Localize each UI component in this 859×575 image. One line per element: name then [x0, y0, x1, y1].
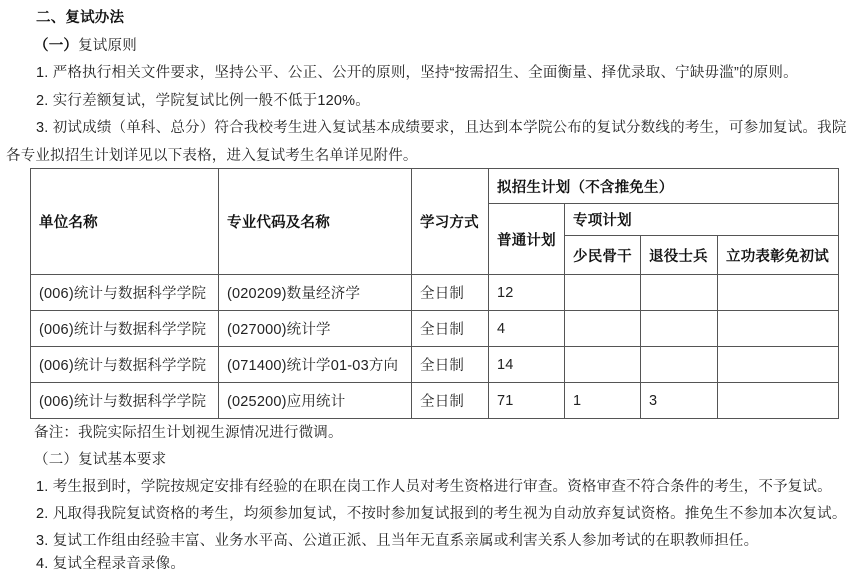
- cell-regular-plan: 12: [489, 275, 565, 311]
- enrollment-plan-table: [30, 168, 839, 419]
- subsection-number: （一）: [34, 37, 79, 54]
- cell-unit: (006)统计与数据科学学院: [31, 311, 219, 347]
- section-title: 二、复试办法: [36, 10, 125, 26]
- requirements-section: [0, 420, 859, 574]
- cell-major: (027000)统计学: [219, 311, 412, 347]
- cell-major: (071400)统计学01-03方向: [219, 347, 412, 383]
- table-row: [31, 275, 839, 311]
- header-special-plan-group: 专项计划: [565, 204, 839, 236]
- subsection-heading-principles: [0, 33, 859, 61]
- cell-unit: (006)统计与数据科学学院: [31, 275, 219, 311]
- cell-merit-exempt: [718, 275, 839, 311]
- requirement-item-3: 3. 复试工作组由经验丰富、业务水平高、公道正派、且当年无直系亲属或利害关系人参加考试的在职教师担任。: [36, 533, 759, 549]
- table-header-row: [31, 169, 839, 204]
- subsection-label: 复试原则: [78, 37, 137, 54]
- table-remark: 备注：我院实际招生计划视生源情况进行微调。: [34, 425, 343, 441]
- header-merit-exempt: 立功表彰免初试: [718, 236, 839, 275]
- cell-major: (020209)数量经济学: [219, 275, 412, 311]
- requirement-item-2: 2. 凡取得我院复试资格的考生，均须参加复试，不按时参加复试报到的考生视为自动放弃复试资格。推免生不参加本次复试。: [36, 506, 847, 522]
- cell-ethnic-minority: [565, 275, 641, 311]
- table-row: [31, 311, 839, 347]
- principle-item-3: 3. 初试成绩（单科、总分）符合我校考生进入复试基本成绩要求，且达到本学院公布的复试分数线的考生，可参加复试。我院: [36, 120, 847, 136]
- subsection-heading-requirements: [0, 447, 859, 474]
- header-veterans: 退役士兵: [641, 236, 718, 275]
- header-regular-plan: 普通计划: [489, 204, 565, 275]
- header-plan-group: 拟招生计划（不含推免生）: [489, 169, 839, 204]
- cell-merit-exempt: [718, 347, 839, 383]
- cell-unit: (006)统计与数据科学学院: [31, 383, 219, 419]
- cell-study-mode: 全日制: [412, 275, 489, 311]
- principle-item-1: 1. 严格执行相关文件要求，坚持公平、公正、公开的原则，坚持“按需招生、全面衡量、择优录取、宁缺毋滥”的原则。: [36, 65, 798, 81]
- header-unit: 单位名称: [31, 169, 219, 275]
- table-row: [31, 383, 839, 419]
- subsection-number: （二）: [34, 452, 79, 468]
- principles-section: [0, 5, 859, 170]
- cell-veterans: 3: [641, 383, 718, 419]
- requirement-item-4: 4. 复试全程录音录像。: [36, 556, 186, 572]
- cell-veterans: [641, 311, 718, 347]
- cell-study-mode: 全日制: [412, 383, 489, 419]
- cell-veterans: [641, 275, 718, 311]
- header-ethnic-minority: 少民骨干: [565, 236, 641, 275]
- requirement-item-1: 1. 考生报到时，学院按规定安排有经验的在职在岗工作人员对考生资格进行审查。资格审查不符合条件的考生，不予复试。: [36, 479, 832, 495]
- cell-major: (025200)应用统计: [219, 383, 412, 419]
- header-study-mode: 学习方式: [412, 169, 489, 275]
- cell-ethnic-minority: [565, 311, 641, 347]
- table-row: [31, 347, 839, 383]
- principle-item-2: 2. 实行差额复试，学院复试比例一般不低于120%。: [36, 92, 370, 109]
- cell-merit-exempt: [718, 311, 839, 347]
- subsection-label: 复试基本要求: [78, 452, 167, 468]
- cell-study-mode: 全日制: [412, 311, 489, 347]
- cell-study-mode: 全日制: [412, 347, 489, 383]
- cell-regular-plan: 4: [489, 311, 565, 347]
- cell-regular-plan: 14: [489, 347, 565, 383]
- cell-unit: (006)统计与数据科学学院: [31, 347, 219, 383]
- principle-item-3-continued: 各专业拟招生计划详见以下表格，进入复试考生名单详见附件。: [6, 147, 418, 164]
- cell-regular-plan: 71: [489, 383, 565, 419]
- cell-ethnic-minority: 1: [565, 383, 641, 419]
- cell-veterans: [641, 347, 718, 383]
- header-major: 专业代码及名称: [219, 169, 412, 275]
- cell-merit-exempt: [718, 383, 839, 419]
- cell-ethnic-minority: [565, 347, 641, 383]
